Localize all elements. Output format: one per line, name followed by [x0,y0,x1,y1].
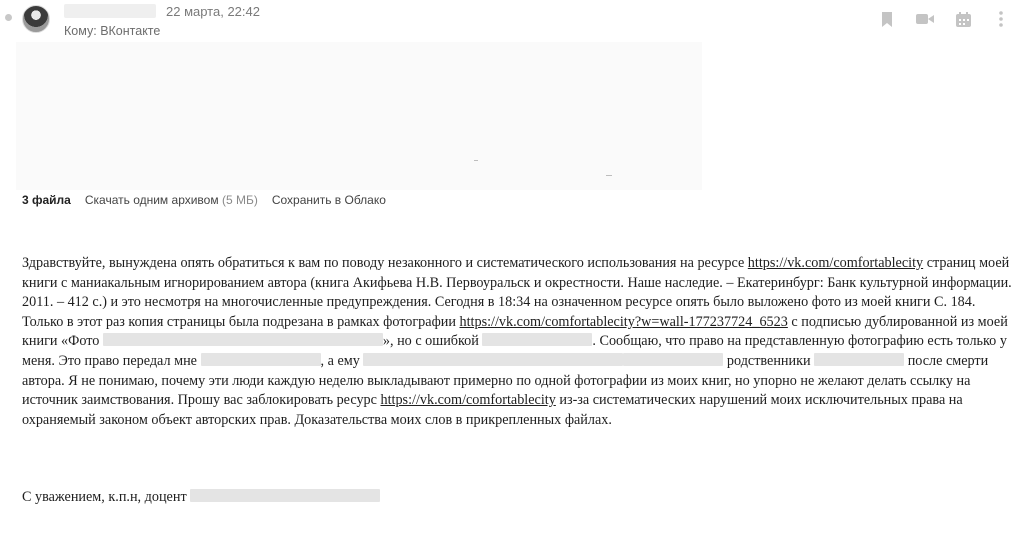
message-toolbar [877,10,1011,28]
message-text: из-за систематических нарушений моих исключительных права на охраняемый законом объект авторских прав. Доказательства моих слов в прикрепленных файлах. [22,392,963,428]
redacted-text [190,489,380,502]
recipient-name[interactable]: ВКонтакте [100,24,161,38]
link-comfortablecity-wall[interactable]: https://vk.com/comfortablecity?w=wall-177237724_6523 [459,313,788,330]
redacted-text [814,353,904,366]
message-text: Здравствуйте, вынуждена опять обратиться к вам по поводу незаконного и систематического использования на ресурсе [22,255,748,271]
link-comfortablecity[interactable]: https://vk.com/comfortablecity [747,255,924,271]
recipient-label: Кому: [64,24,97,38]
sender-name-redacted[interactable] [64,4,156,18]
bookmark-icon[interactable] [877,10,897,28]
archive-size: (5 МБ) [221,193,258,207]
redacted-text [482,333,592,346]
message-text: с подписью дублированной из моей книги «Фото [22,313,1008,350]
calendar-icon[interactable] [953,10,973,28]
message-text: », но с ошибкой [382,333,483,350]
download-archive-group [85,193,258,207]
more-icon[interactable] [991,10,1011,28]
unread-indicator[interactable] [5,14,12,21]
message-paragraph [22,254,1012,430]
video-icon[interactable] [915,10,935,28]
signature-text: С уважением, к.п.н, доцент [22,489,191,505]
preview-mark [474,160,478,161]
message-text: страниц моей книги с маниакальным игнорированием автора (книга Акифьева Н.В. Первоуральск и окрестности. Наше наследие. – Екатеринбург: Банк культурной информации. 2011. – 412 с.) и это несмотря на многочисленные предупреждения. Сегодня в 18:34 на означенном ресурсе опять было выложено фото из моей книги С. 184. Только в этот раз копия страницы была подрезана в рамках фотографии [22,255,1012,330]
attachments-count: 3 файла [22,193,71,207]
link-comfortablecity-2[interactable]: https://vk.com/comfortablecity [380,392,556,409]
message-body [22,254,1012,430]
redacted-text [363,353,623,366]
redacted-text [201,353,321,366]
download-archive-link[interactable]: Скачать одним архивом [84,193,219,207]
redacted-text [623,353,723,366]
preview-mark [606,175,612,176]
redacted-text [103,333,383,346]
save-to-cloud-link[interactable]: Сохранить в Облако [271,193,386,207]
recipient-row [64,24,160,38]
attachment-preview-area[interactable] [16,42,702,190]
message-date: 22 марта, 22:42 [166,4,260,19]
sender-avatar[interactable] [22,5,50,33]
message-text: , а ему [320,352,364,369]
message-text: родственники [723,352,815,369]
attachments-bar [22,193,386,207]
message-text: после смерти автора. Я не понимаю, почему эти люди каждую неделю выкладывают примерно по одной фотографии из моих книг, но упорно не желают делать ссылку на источник заимствования. Прошу вас заблокировать ресурс [22,352,989,409]
message-text: . Сообщаю, что право на представленную фотографию есть только у меня. Это право передал мне [22,333,1007,369]
signature [22,489,380,506]
